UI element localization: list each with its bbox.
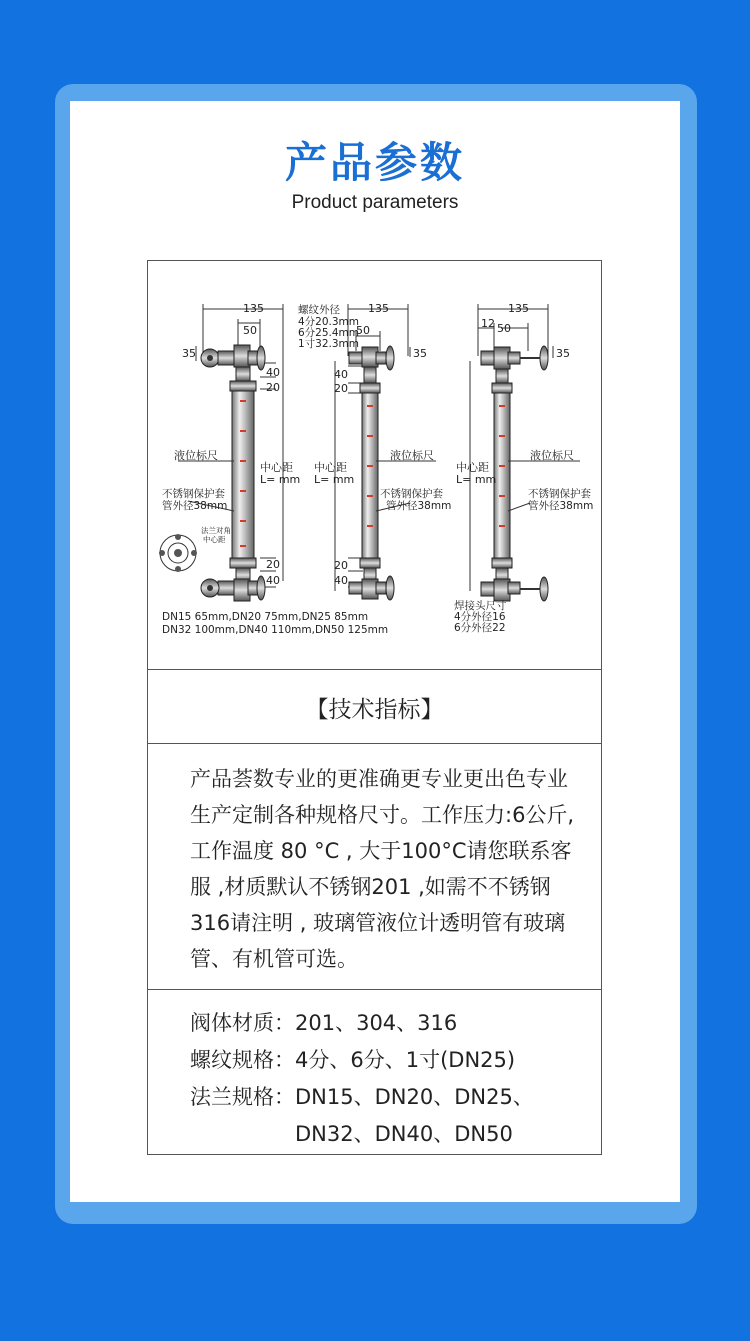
spec-label: 螺纹规格： <box>190 1048 295 1072</box>
left-width-label: 135 <box>243 302 264 315</box>
gauge-diagram <box>148 261 601 669</box>
middle-guard-label-2: 管外径38mm <box>386 500 452 512</box>
right-gauge <box>470 304 553 591</box>
left-d20-top-label: 20 <box>266 381 280 394</box>
spec-label: 阀体材质： <box>190 1011 295 1035</box>
middle-guard-label-1: 不锈钢保护套 <box>380 488 443 500</box>
spec-value: 201、304、316 <box>295 1011 458 1035</box>
left-d20-bot-label: 20 <box>266 558 280 571</box>
middle-thread-1: 4分20.3mm <box>298 316 360 328</box>
right-d50-label: 50 <box>497 322 511 335</box>
parameter-table <box>147 260 602 1155</box>
description-text: 产品荟数专业的更准确更专业更出色专业生产定制各种规格尺寸。工作压力:6公斤,工作温度 80 °C , 大于100°C请您联系客服 ,材质默认不锈钢201 ,如需不不锈钢 316请注明 , 玻璃管液位计透明管有玻璃管、有机管可选。 <box>190 767 575 971</box>
middle-gauge-body <box>349 346 436 600</box>
middle-d40-bot-label: 40 <box>334 574 348 587</box>
section-heading: 【技术指标】 <box>305 696 444 723</box>
left-gauge-body <box>159 345 265 601</box>
middle-thread-3: 1寸32.3mm <box>298 338 360 350</box>
left-level-scale-label: 液位标尺 <box>174 449 218 462</box>
middle-level-scale-label: 液位标尺 <box>390 449 434 462</box>
right-weld-label-1: 焊接头尺寸 <box>454 600 507 612</box>
left-dn-line-2: DN32 100mm,DN40 110mm,DN50 125mm <box>162 624 389 636</box>
middle-width-label: 135 <box>368 302 389 315</box>
middle-d40-top-label: 40 <box>334 368 348 381</box>
spec-list <box>190 1005 590 1153</box>
page-title: 产品参数 <box>284 138 465 187</box>
middle-d20-top-label: 20 <box>334 382 348 395</box>
middle-L-label: L= mm <box>314 473 355 486</box>
right-d12-label: 12 <box>481 317 495 330</box>
spec-row-flange <box>190 1079 590 1153</box>
middle-thread-2: 6分25.4mm <box>298 327 360 339</box>
spec-value: 4分、6分、1寸(DN25) <box>295 1048 516 1072</box>
divider-3 <box>148 989 601 990</box>
right-guard-label-1: 不锈钢保护套 <box>528 488 591 500</box>
right-guard-label-2: 管外径38mm <box>528 500 594 512</box>
left-flange-label-2: 中心距 <box>203 535 226 544</box>
middle-d50-label: 50 <box>356 324 370 337</box>
spec-value: DN15、DN20、DN25、 DN32、DN40、DN50 <box>295 1085 534 1146</box>
right-center-distance-label: 中心距 <box>456 461 489 474</box>
left-d35-label: 35 <box>182 347 196 360</box>
left-d50-label: 50 <box>243 324 257 337</box>
left-center-distance-label: 中心距 <box>260 461 293 474</box>
spec-label: 法兰规格： <box>190 1085 295 1109</box>
right-weld-label-2: 4分外径16 <box>454 611 506 623</box>
middle-center-distance-label: 中心距 <box>314 461 347 474</box>
left-guard-label-2: 管外径38mm <box>162 500 228 512</box>
middle-thread-title: 螺纹外径 <box>298 304 340 316</box>
left-d40-top-label: 40 <box>266 366 280 379</box>
left-d40-bot-label: 40 <box>266 574 280 587</box>
divider-1 <box>148 669 601 670</box>
right-d35-label: 35 <box>556 347 570 360</box>
page-subtitle: Product parameters <box>291 192 459 213</box>
spec-row-thread <box>190 1042 590 1079</box>
right-level-scale-label: 液位标尺 <box>530 449 574 462</box>
left-dn-line-1: DN15 65mm,DN20 75mm,DN25 85mm <box>162 611 369 623</box>
middle-d35-label: 35 <box>413 347 427 360</box>
right-weld-label-3: 6分外径22 <box>454 622 506 634</box>
left-flange-label-1: 法兰对角 <box>201 526 231 535</box>
right-width-label: 135 <box>508 302 529 315</box>
spec-row-material <box>190 1005 590 1042</box>
divider-2 <box>148 743 601 744</box>
right-L-label: L= mm <box>456 473 497 486</box>
left-L-label: L= mm <box>260 473 301 486</box>
middle-d20-bot-label: 20 <box>334 559 348 572</box>
left-guard-label-1: 不锈钢保护套 <box>162 488 225 500</box>
